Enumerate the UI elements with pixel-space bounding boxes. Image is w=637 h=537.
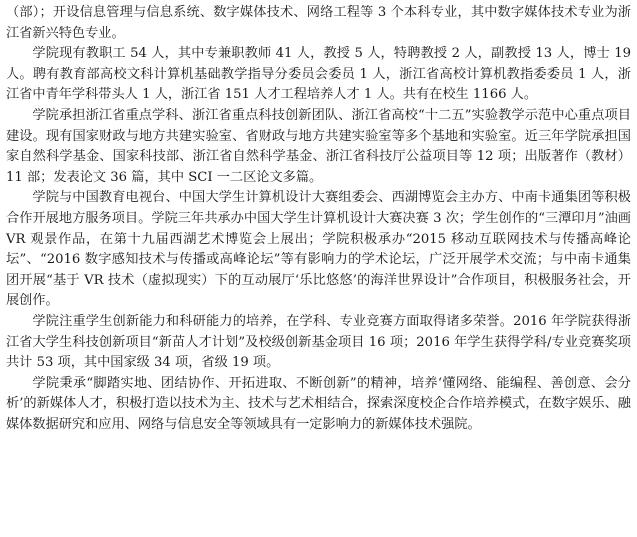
paragraph-faculty: 学院现有教职工 54 人，其中专兼职教师 41 人，教授 5 人，特聘教授 2 人，副教授 13 人，博士 19 人。聘有教育部高校文科计算机基础教学指导分委员会委员 1 人，浙江省高校计算机教指委委员 1 人，浙江省中青年学科带头人 1 人，浙江省 151 人才工程培养人才 1 人。共有在校生 1166 人。 xyxy=(6,46,631,103)
paragraph-cooperation: 学院与中国教育电视台、中国大学生计算机设计大赛组委会、西湖博览会主办方、中南卡通集团等积极合作开展地方服务项目。学院三年共承办中国大学生计算机设计大赛决赛 3 次；学生创作的“三潭印月”油画 VR 观景作品，在第十九届西湖艺术博览会上展出；学院积极承办“2015 移动互联网技术与传播高峰论坛”、“2016 数字感知技术与传播或高峰论坛”等有影响力的学术论坛，广泛开展学术交流；与中南卡通集团开展“基于 VR 技术（虚拟现实）下的互动展厅‘乐比悠悠’的海洋世界设计”合作项目，积极服务社会，开展创作。 xyxy=(6,190,631,309)
document-body xyxy=(6,3,631,435)
paragraph-specialties: （部）；开设信息管理与信息系统、数字媒体技术、网络工程等 3 个本科专业，其中数字媒体技术专业为浙江省新兴特色专业。 xyxy=(6,5,631,41)
paragraph-research: 学院承担浙江省重点学科、浙江省重点科技创新团队、浙江省高校“十二五”实验教学示范中心重点项目建设。现有国家财政与地方共建实验室、省财政与地方共建实验室等多个基地和实验室。近三年学院承担国家自然科学基金、国家科技部、浙江省自然科学基金、浙江省科技厅公益项目等 12 项；出版著作（教材）11 部；发表论文 36 篇，其中 SCI 一二区论文多篇。 xyxy=(6,107,631,185)
paragraph-mission: 学院秉承“脚踏实地、团结协作、开拓进取、不断创新”的精神，培养‘懂网络、能编程、善创意、会分析’的新媒体人才，积极打造以技术为主、技术与艺术相结合，探索深度校企合作培养模式，在数字娱乐、融媒体数据研究和应用、网络与信息安全等领域具有一定影响力的新媒体技术强院。 xyxy=(6,375,631,432)
paragraph-student-achievements: 学院注重学生创新能力和科研能力的培养，在学科、专业竞赛方面取得诸多荣誉。2016 年学院获得浙江省大学生科技创新项目“新苗人才计划”及校级创新基金项目 16 项；2016 年学生获得学科/专业竞赛奖项共计 53 项，其中国家级 34 项，省级 19 项。 xyxy=(6,313,631,371)
